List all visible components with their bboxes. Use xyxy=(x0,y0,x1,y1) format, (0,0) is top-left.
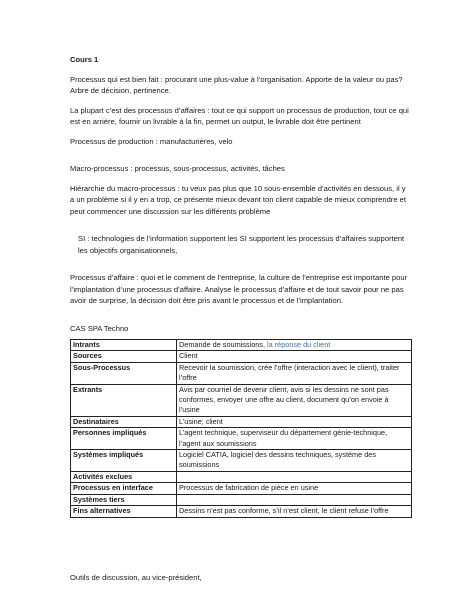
table-value-text: Demande de soumissions, xyxy=(179,340,268,349)
table-row xyxy=(71,483,412,494)
paragraph-business-process-def: Processus d’affaire : quoi et le comment de l’entreprise, la culture de l’entreprise est importante pour l’implantation d’une processus d’affaire. Analyse le processus d’affaire et de tout savoir pour ne pas avoir de surprise, la décision doit être pris avant le processus et de l’implantation. xyxy=(70,273,408,305)
table-value-cell xyxy=(177,340,412,351)
table-row xyxy=(71,416,412,427)
table-value-cell xyxy=(177,351,412,362)
table-value-cell xyxy=(177,450,412,472)
table-value-text: Logiciel CATIA, logiciel des dessins techniques, système des soumissions xyxy=(179,450,376,470)
table-row xyxy=(71,471,412,482)
paragraph-production: Processus de production : manufacturières, velo xyxy=(70,136,233,146)
table-value-cell xyxy=(177,384,412,416)
closing-note: Outils de discussion, au vice-président, xyxy=(70,573,202,582)
table-value-text: Dessins n’est pas conforme, s’il n’est client, le client refuse l’offre xyxy=(179,506,389,516)
paragraph-si: SI : technologies de l’information supportent les SI supportent les processus d’affaires supportent les objectifs organisationnels, xyxy=(78,234,405,255)
table-row xyxy=(71,428,412,450)
table-value-text: Recevoir la soumission, crée l’offre (interaction avec le client), traiter l’offre xyxy=(179,362,400,383)
table-row xyxy=(71,494,412,505)
paragraph-value: Processus qui est bien fait : procurant une plus-value à l’organisation. Apporte de la valeur ou pas? Arbre de décision, pertinence. xyxy=(70,74,403,95)
table-key-cell: Activités exclues xyxy=(71,471,177,482)
table-row xyxy=(71,384,412,416)
table-row xyxy=(71,506,412,517)
table-row xyxy=(71,362,412,384)
paragraph-business-processes: La plupart c’est des processus d’affaires : tout ce qui support un processus de production, tout ce qui est en arrière, fournir un livrable à la fin, permet un output, le livrable doit être pertinent xyxy=(70,105,409,126)
page-heading: Cours 1 xyxy=(70,55,99,64)
table-key-cell: Processus en interface xyxy=(71,483,177,494)
table-row xyxy=(71,351,412,362)
table-key-cell: Sources xyxy=(71,351,177,362)
table-value-cell xyxy=(177,428,412,450)
table-key-cell: Systèmes impliqués xyxy=(71,450,177,472)
table-value-cell xyxy=(177,362,412,384)
table-value-text: L’agent technique, superviseur du département génie-technique, l’agent aux soumissions xyxy=(179,428,388,448)
paragraph-hierarchy: Hiérarchie du macro-processus : tu veux pas plus que 10 sous-ensemble d’activités en dessous, il y a un problème si il y en a trop, ce présente mieux devant ton client capable de mieux comprendre et peut commencer une discussion sur les différents problème xyxy=(70,183,407,216)
case-title: CAS SPA Techno xyxy=(70,323,129,333)
table-row xyxy=(71,450,412,472)
table-key-cell: Personnes impliqués xyxy=(71,428,177,450)
spa-techno-table xyxy=(70,339,412,518)
table-value-cell xyxy=(177,494,412,505)
table-key-cell: Sous-Processus xyxy=(71,362,177,384)
table-key-cell: Intrants xyxy=(71,340,177,351)
table-value-text: L’usine; client xyxy=(179,416,223,426)
table-value-link[interactable]: la réponse du client xyxy=(267,340,331,349)
table-value-cell xyxy=(177,506,412,517)
document-body xyxy=(70,54,410,518)
table-value-cell xyxy=(177,483,412,494)
table-key-cell: Destinataires xyxy=(71,416,177,427)
table-value-text: Avis par courriel de devenir client, avis si les dessins ne sont pas conformes, envoyer une offre au client, document qu’on envoie à l’usine xyxy=(179,384,389,415)
paragraph-macro-process: Macro-processus : processus, sous-processus, activités, tâches xyxy=(70,164,285,173)
table-value-cell xyxy=(177,471,412,482)
table-key-cell: Systèmes tiers xyxy=(71,494,177,505)
table-row xyxy=(71,340,412,351)
table-value-text: Processus de fabrication de pièce en usine xyxy=(179,483,319,493)
table-value-cell xyxy=(177,416,412,427)
table-value-text: Client xyxy=(179,351,198,361)
table-key-cell: Fins alternatives xyxy=(71,506,177,517)
table-key-cell: Extrants xyxy=(71,384,177,416)
